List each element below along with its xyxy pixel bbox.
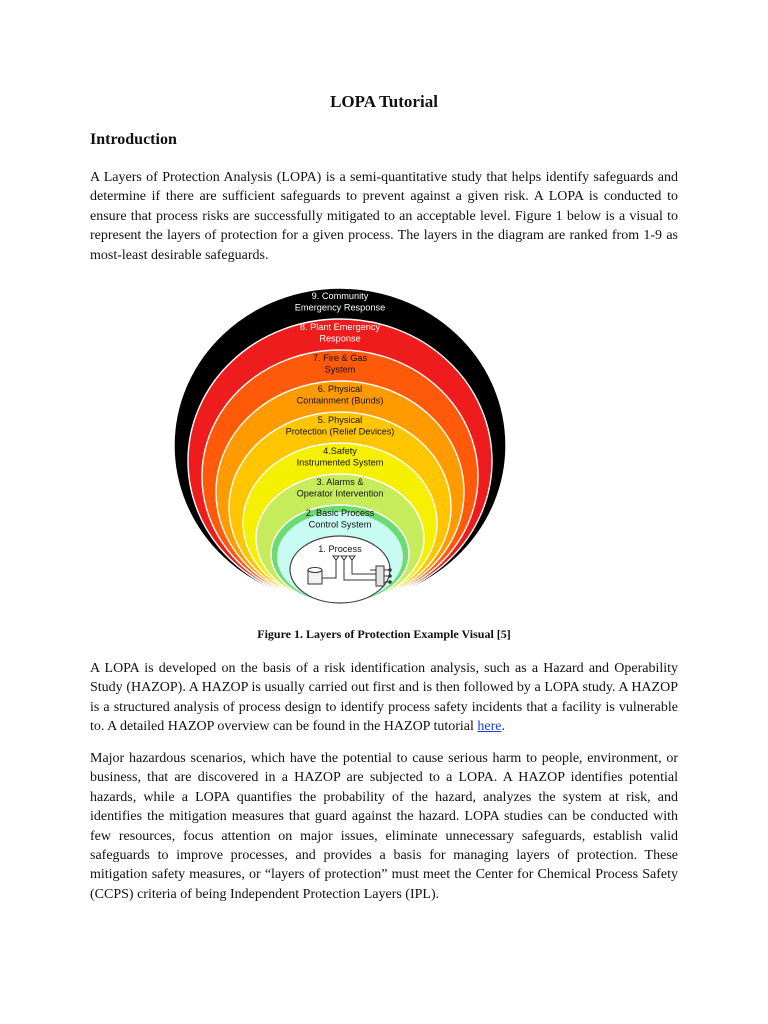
page-title: LOPA Tutorial <box>330 92 438 111</box>
paragraph-hazop-end: . <box>501 719 505 735</box>
layer-label-2: 2. Basic Process Control System <box>305 508 375 530</box>
layer-label-9: 9. Community Emergency Response <box>294 291 386 313</box>
layers-of-protection-figure <box>174 284 506 606</box>
layer-label-3: 3. Alarms & Operator Intervention <box>296 477 384 499</box>
paragraph-major-hazards: Major hazardous scenarios, which have the potential to cause serious harm to people, environment, or business, that are discovered in a HAZOP are subjected to a LOPA. A HAZOP identifies potential hazards, while a LOPA quantifies the probability of the hazard, analyzes the system at risk, and identifies the mitigation measures that guard against the hazard. LOPA studies can be conducted with few resources, focus attention on major issues, eliminate unnecessary safeguards, establish valid safeguards to improve processes, and provides a basis for managing layers of protection. These mitigation safety measures, or “layers of protection” must meet the Center for Chemical Process Safety (CCPS) criteria of being Independent Protection Layers (IPL). <box>90 751 678 902</box>
layers-of-protection-diagram <box>174 284 506 606</box>
paragraph-hazop-basis <box>90 659 678 737</box>
section-heading-introduction: Introduction <box>90 131 177 148</box>
layer-label-7: 7. Fire & Gas System <box>312 353 368 375</box>
hazop-tutorial-link[interactable]: here <box>477 719 502 735</box>
layer-label-4: 4.Safety Instrumented System <box>296 446 384 468</box>
layer-label-6: 6. Physical Containment (Bunds) <box>296 384 384 406</box>
intro-paragraph: A Layers of Protection Analysis (LOPA) is a semi-quantitative study that helps identify safeguards and determine if there are sufficient safeguards to prevent against a given risk. A LOPA is conducted to ensure that process risks are successfully mitigated to an acceptable level. Figure 1 below is a visual to represent the layers of protection for a given process. The layers in the diagram are ranked from 1-9 as most-least desirable safeguards. <box>90 170 678 263</box>
layer-label-8: 8. Plant Emergency Response <box>299 322 381 344</box>
figure-caption: Figure 1. Layers of Protection Example Visual [5] <box>257 627 511 641</box>
layer-label-1: 1. Process <box>318 544 362 554</box>
paragraph-hazop-text: A LOPA is developed on the basis of a risk identification analysis, such as a Hazard and Operability Study (HAZOP). A HAZOP is usually carried out first and is then followed by a LOPA study. A HAZOP is a structured analysis of process design to identify process safety incidents that a facility is vulnerable to. A detailed HAZOP overview can be found in the HAZOP tutorial <box>90 661 678 735</box>
layer-label-5: 5. Physical Protection (Relief Devices) <box>285 415 395 437</box>
